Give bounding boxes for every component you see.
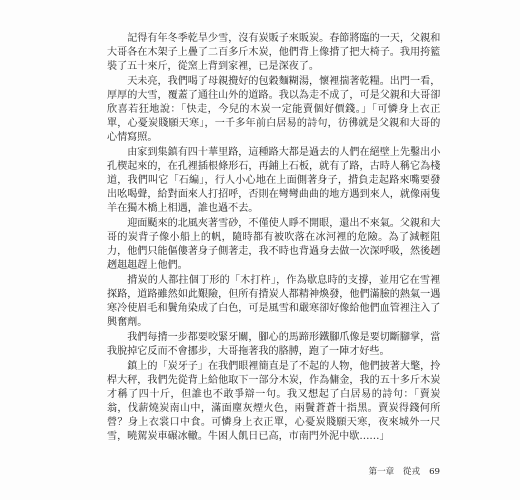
paragraph-plank-road: 由家到集鎮有四十華里路，這種路大都是過去的人們在絕壁上先鑿出小孔楔起來的，在孔裡插根條形石，再鋪上石板，就有了路，古時人稱它為棧道，我們叫它「石編」，行人小心地在上面側著身子，揹負走起路來嘴要發出吆喝聲，給對面來人打招呼，否則在彎彎曲曲的地方遇到來人，就像兩隻羊在獨木橋上相遇，誰也過不去。 xyxy=(107,147,441,214)
body-text xyxy=(107,32,440,444)
paragraph-snowy-morning: 天未亮，我們喝了母親攪好的包穀麵糊湯，懷裡揣著乾糧。出門一看，厚厚的大雪，覆蓋了通往山外的道路。我以為走不成了，可是父親和大哥卻欣喜若狂地說：「快走，今兒的木炭一定能賣個好價錢。」「可憐身上衣正單，心憂炭賤願天寒」，一千多年前白居易的詩句，彷彿就是父親和大哥的心情寫照。 xyxy=(107,76,441,143)
page-footer xyxy=(368,466,440,478)
page-number: 69 xyxy=(429,467,440,477)
paragraph-north-wind: 迎面颳來的北風夾著雪砂，不僅使人睜不開眼，還出不來氣。父親和大哥的炭背子像小船上的帆，隨時都有被吹落在冰河裡的危險。為了減輕阻力，他們只能傴僂著身子側著走，我不時也背過身去做一次深呼吸，然後趔趔趄趄趕上他們。 xyxy=(107,218,441,271)
paragraph-dry-winter: 記得有年冬季乾旱少雪，沒有炭販子來販炭。春節將臨的一天，父親和大哥各在木架子上疊了二百多斤木炭，他們背上像揹了把大椅子。我用挎籃裝了五十來斤，從窯上背到家裡，已是深夜了。 xyxy=(107,33,441,72)
paragraph-iron-cleats: 我們每揹一步都要咬緊牙關，腳心的馬蹄形鐵腳爪像是要切斷腳掌，當我脫掉它反而不會挪步，大哥拖著我的胳膊，跑了一陣才好些。 xyxy=(107,332,441,357)
paragraph-charcoal-broker: 鎮上的「炭牙子」在我們眼裡簡直是了不起的人物，他們披著大氅，拎桿大秤，我們先從背上給他取下一部分木炭，作為傭金，我的五十多斤木炭才稱了四十斤，但誰也不敢爭辯一句。我又想起了白居易的詩句：「賣炭翁，伐薪燒炭南山中，滿面塵灰煙火色，兩鬢蒼蒼十指黑。賣炭得錢何所營？身上衣裳口中食。可憐身上衣正單，心憂炭賤願天寒，夜來城外一尺雪，曉駕炭車碾冰轍。牛困人飢日已高，市南門外泥中歇……」 xyxy=(107,361,441,442)
paragraph-carrying-pole: 揹炭的人都拄個丁形的「木打杵」，作為歇息時的支撐，並用它在雪裡探路，道路雖然如此艱險，但所有揹炭人都精神煥發，他們滿臉的熱氣一遇寒冷使眉毛和鬢角染成了白色，可是風雪和嚴寒卻好像給他們血管裡注入了興奮劑。 xyxy=(107,275,441,328)
running-footer-chapter: 第一章 從戎 xyxy=(368,467,421,477)
